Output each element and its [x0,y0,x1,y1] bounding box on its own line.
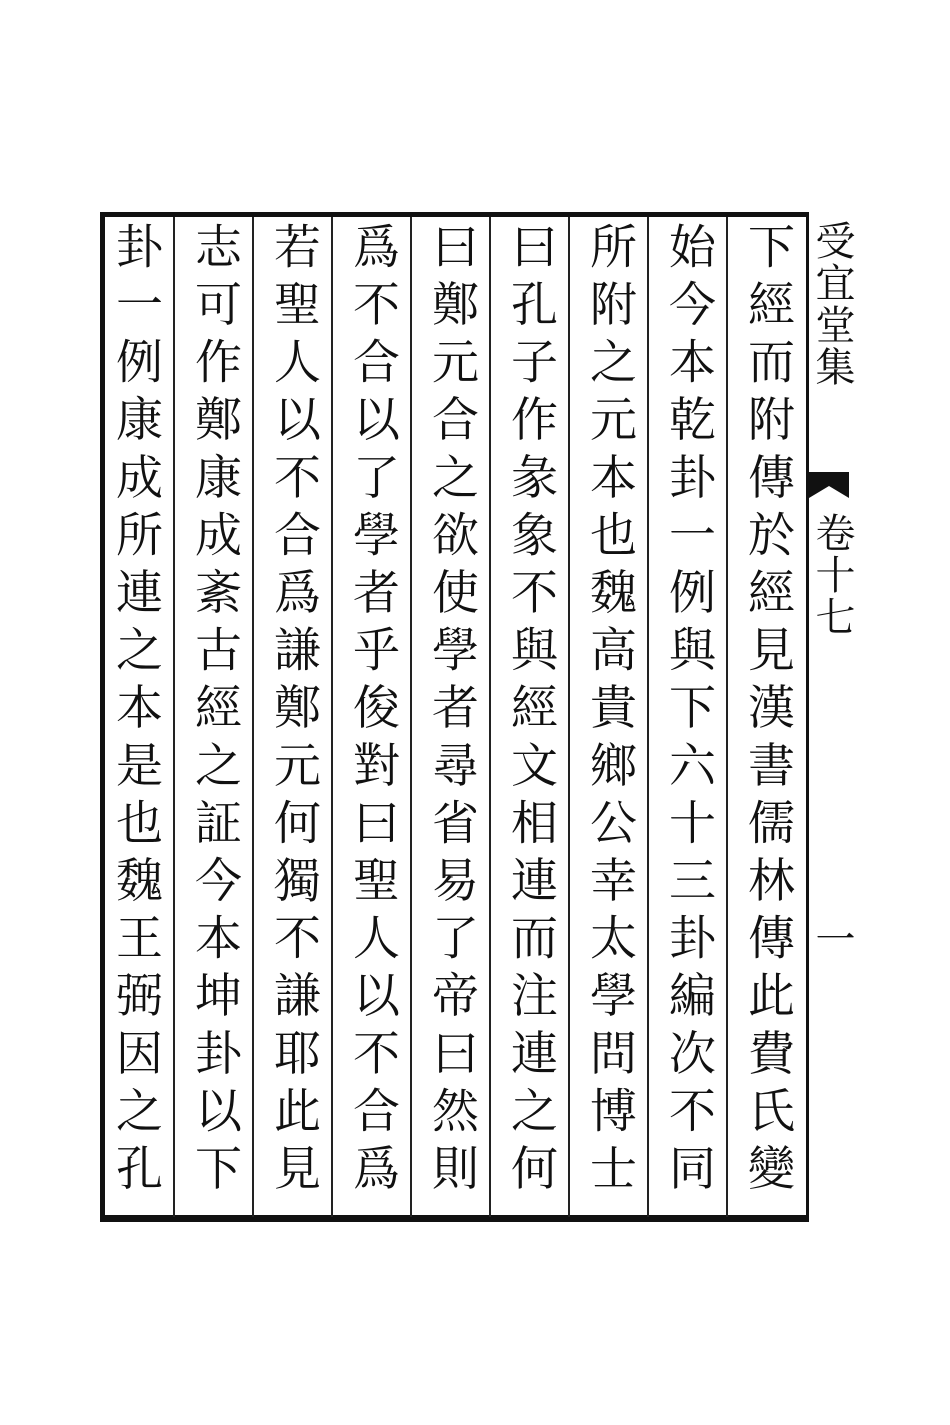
volume-label: 卷十七 [809,512,855,638]
page-number: 一 [809,918,855,958]
text-column-7: 若聖人以不合爲謙鄭元何獨不謙耶此見 [266,222,321,1202]
text-column-6: 爲不合以了學者乎俊對曰聖人以不合爲 [345,222,400,1202]
text-column-9: 卦一例康成所連之本是也魏王弼因之孔 [108,222,163,1202]
text-column-3: 所附之元本也魏高貴鄉公幸太學問博士 [582,222,637,1202]
text-column-8: 志可作鄭康成紊古經之証今本坤卦以下 [187,222,242,1202]
text-column-4: 曰孔子作彖象不與經文相連而注連之何 [503,222,558,1202]
text-column-1: 下經而附傳於經見漢書儒林傳此費氏變 [740,222,795,1202]
text-column-5: 曰鄭元合之欲使學者尋省易了帝曰然則 [424,222,479,1202]
book-title: 受宜堂集 [809,220,855,388]
fish-tail-mark-icon [809,468,849,504]
text-column-2: 始今本乾卦一例與下六十三卦編次不同 [661,222,716,1202]
